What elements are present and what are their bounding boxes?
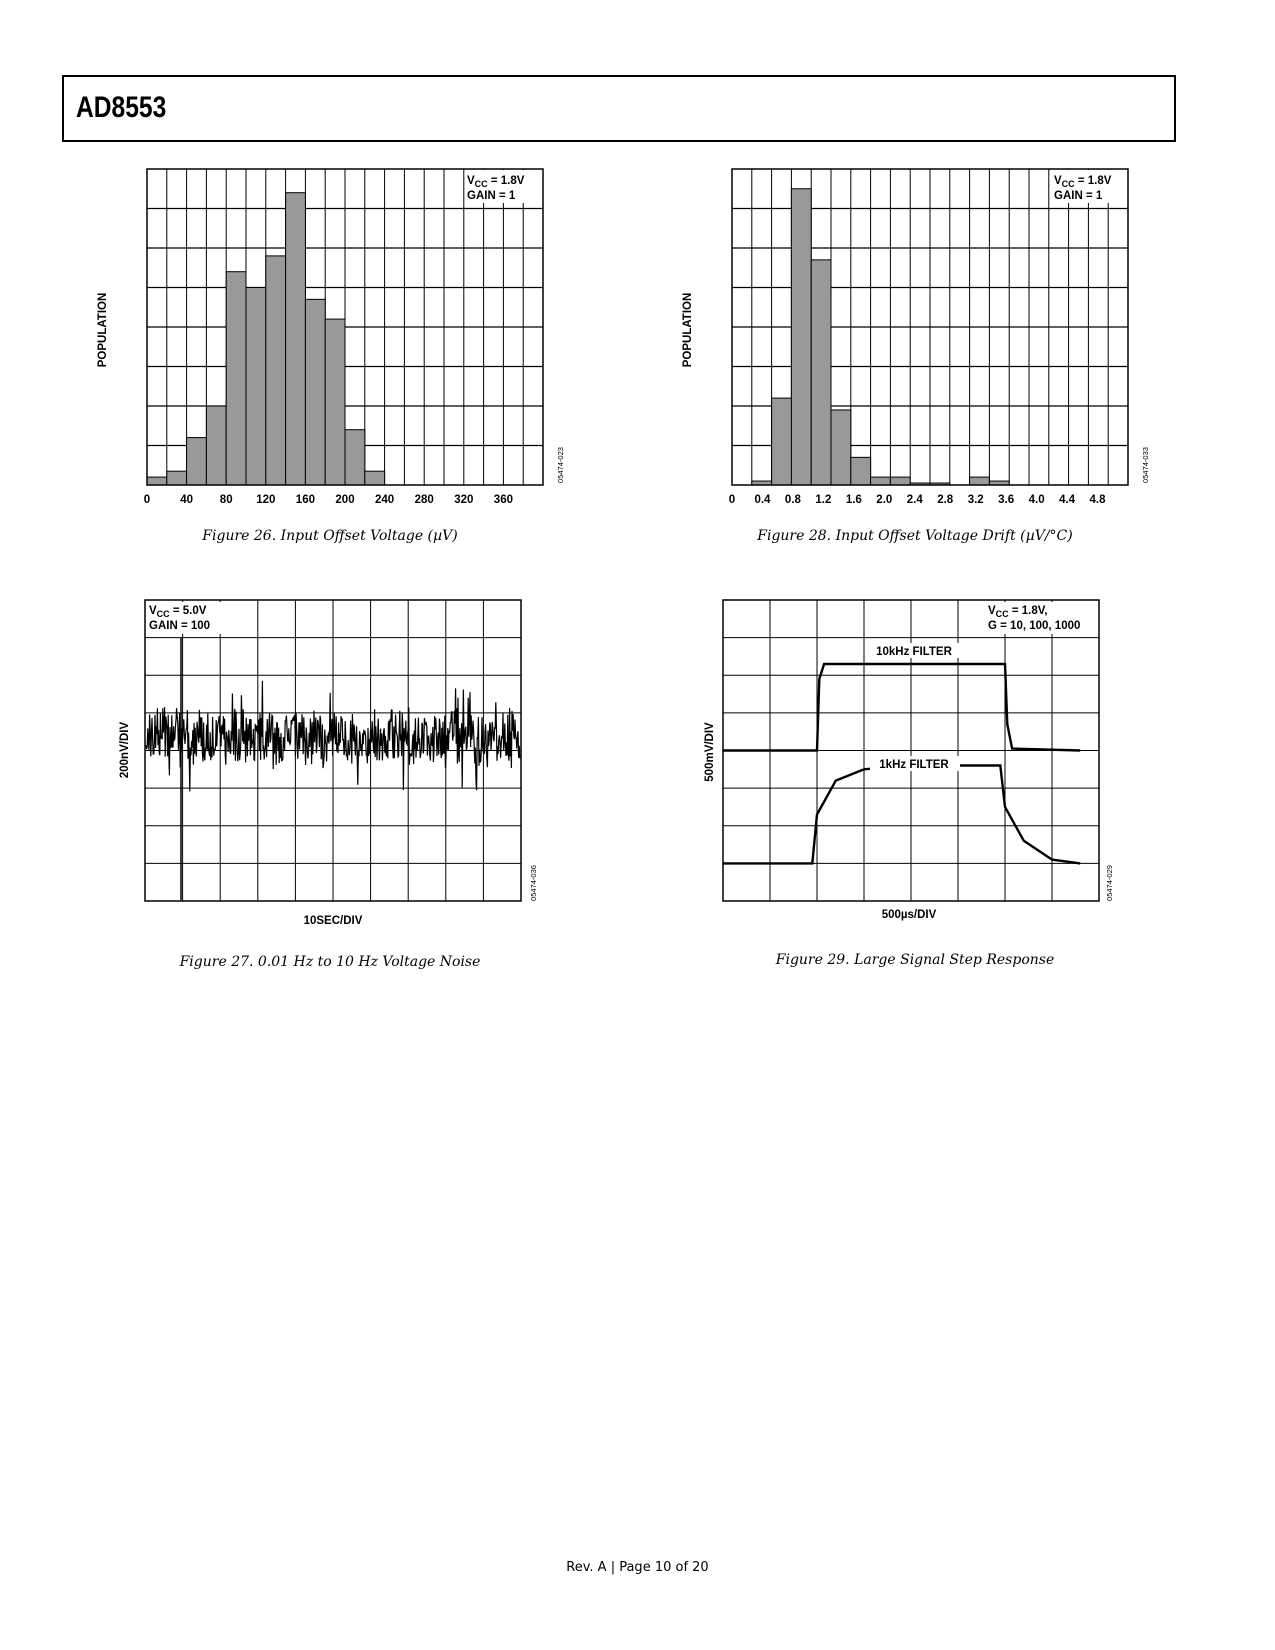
figure-29-step-response [695, 600, 1155, 930]
fig28-legend-gain: GAIN = 1 [1054, 190, 1103, 202]
fig28-code: 05474-033 [1141, 447, 1150, 483]
fig26-bar [345, 430, 365, 485]
fig29-legend-gain: G = 10, 100, 1000 [988, 620, 1081, 632]
fig26-xtick-label: 160 [295, 494, 315, 506]
fig26-xtick-label: 40 [180, 494, 193, 506]
fig28-bars [752, 189, 1009, 485]
fig26-xtick-label: 200 [335, 494, 355, 506]
fig29-label-1khz: 1kHz FILTER [879, 759, 949, 771]
fig28-xtick-label: 3.2 [967, 494, 984, 506]
figure-26-histogram [85, 165, 575, 515]
figure-26-caption: Figure 26. Input Offset Voltage (µV) [202, 528, 458, 544]
fig26-xtick-label: 240 [375, 494, 395, 506]
fig26-bar [187, 438, 207, 485]
fig28-legend-vcc: $V_{CC} = 1.8V$ [1054, 175, 1112, 189]
document-header [62, 75, 1176, 142]
fig27-code: 05474-036 [529, 865, 538, 901]
fig26-bar [325, 319, 345, 485]
fig27-legend-gain: GAIN = 100 [149, 620, 211, 632]
figure-27-caption: Figure 27. 0.01 Hz to 10 Hz Voltage Noise [179, 954, 481, 970]
fig28-xticks [729, 494, 1106, 506]
fig29-ylabel: 500mV/DIV [704, 722, 716, 782]
fig28-xtick-label: 4.0 [1028, 494, 1045, 506]
fig28-xtick-label: 4.4 [1059, 494, 1076, 506]
fig28-xtick-label: 0.8 [784, 494, 801, 506]
fig26-xticks [144, 494, 513, 506]
fig28-bar [871, 477, 891, 485]
fig26-bar [365, 471, 385, 485]
fig26-ylabel: POPULATION [97, 292, 109, 368]
fig28-bar [811, 260, 831, 485]
fig28-bar [831, 410, 851, 485]
fig28-ylabel: POPULATION [682, 292, 694, 368]
fig27-legend-vcc: $V_{CC} = 5.0V$ [149, 605, 207, 619]
fig26-bar [206, 406, 226, 485]
fig28-xtick-label: 0 [728, 494, 736, 506]
figure-29-caption: Figure 29. Large Signal Step Response [775, 952, 1055, 968]
fig29-trace-10khz [723, 664, 1080, 751]
fig26-bar [305, 299, 325, 485]
fig28-xtick-label: 0.4 [754, 494, 771, 506]
fig28-xtick-label: 1.2 [815, 494, 832, 506]
fig26-legend-vcc: $V_{CC} = 1.8V$ [467, 175, 525, 189]
fig28-xtick-label: 1.6 [845, 494, 862, 506]
fig26-bar [286, 193, 306, 485]
fig26-bar [147, 477, 167, 485]
figure-28-histogram [670, 165, 1160, 515]
fig26-bar [167, 471, 187, 485]
page-footer: Rev. A | Page 10 of 20 [566, 1560, 709, 1575]
fig29-legend-vcc: $V_{CC} = 1.8V$, [988, 605, 1048, 619]
fig26-xtick-label: 360 [493, 494, 513, 506]
fig26-xtick-label: 280 [414, 494, 434, 506]
fig28-bar [772, 398, 792, 485]
fig29-code: 05474-029 [1105, 865, 1114, 901]
fig28-bar [791, 189, 811, 485]
fig29-xlabel: 500µs/DIV [881, 909, 937, 921]
fig28-xtick-label: 4.8 [1089, 494, 1106, 506]
fig28-bar [890, 477, 910, 485]
fig28-xtick-label: 2.0 [876, 494, 893, 506]
fig26-xtick-label: 0 [143, 494, 151, 506]
fig29-trace-1khz [723, 766, 1080, 864]
document-title: AD8553 [76, 91, 167, 124]
fig26-xtick-label: 120 [256, 494, 276, 506]
fig26-bar [266, 256, 286, 485]
fig26-legend-gain: GAIN = 1 [467, 190, 516, 202]
fig27-xlabel: 10SEC/DIV [303, 915, 363, 927]
fig28-xtick-label: 3.6 [998, 494, 1015, 506]
fig28-xtick-label: 2.4 [906, 494, 923, 506]
figure-27-noise-scope [105, 600, 565, 930]
fig28-xtick-label: 2.8 [937, 494, 954, 506]
fig26-bar [246, 288, 266, 486]
fig26-code: 05474-023 [556, 447, 565, 483]
fig28-bar [970, 477, 990, 485]
figure-28-caption: Figure 28. Input Offset Voltage Drift (µV/°C) [757, 528, 1073, 544]
fig27-ylabel: 200nV/DIV [119, 721, 131, 779]
fig26-xtick-label: 320 [454, 494, 474, 506]
fig26-xtick-label: 80 [219, 494, 233, 506]
fig28-bar [851, 457, 871, 485]
fig26-bar [226, 272, 246, 485]
fig29-label-10khz: 10kHz FILTER [876, 646, 952, 658]
